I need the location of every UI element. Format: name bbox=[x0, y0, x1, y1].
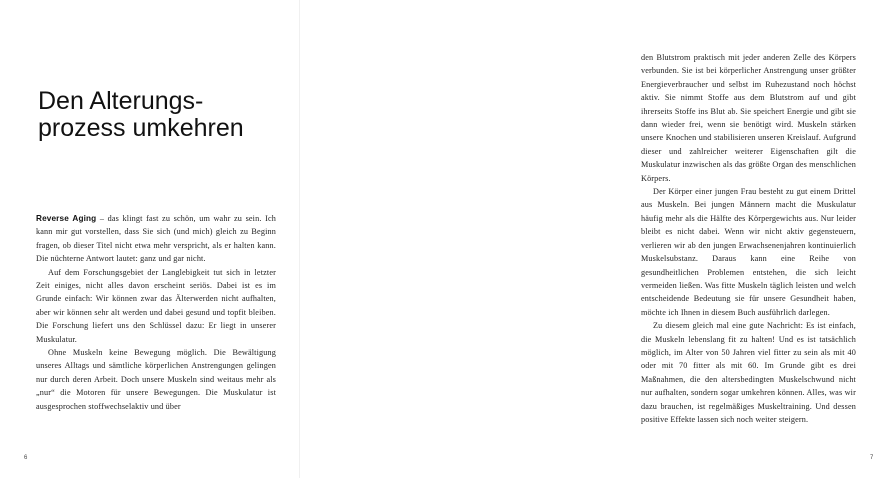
paragraph-4: den Blutstrom praktisch mit jeder anderen Zelle des Körpers verbunden. Sie ist bei körperlicher Anstrengung unser größter Energieverbraucher und selbst im Ruhezustand noch höchst aktiv. Sie nimmt Stoffe aus dem Blutstrom auf und gibt ihrerseits Stoffe ins Blut ab. Sie speichert Energie und gibt sie dann wieder frei, wenn sie benötigt wird. Muskeln stärken unsere Knochen und stabilisieren unseren Kreislauf. Aufgrund dieser und zahlreicher weiterer Eigenschaften gilt die Muskulatur inzwischen als das größte Organ des menschlichen Körpers. bbox=[641, 53, 856, 183]
left-page bbox=[0, 0, 300, 478]
paragraph-6: Zu diesem gleich mal eine gute Nachricht: Es ist einfach, die Muskeln lebenslang fit zu halten! Und es ist tatsächlich möglich, im Alter von 50 Jahren viel fitter zu sein als mit 40 oder mit 70 fitter als mit 60. Im Grunde gibt es drei Maßnahmen, die den altersbedingten Muskelschwund nicht nur aufhalten, sondern sogar umkehren können. Alles, was wir dazu brauchen, ist regelmäßiges Muskeltraining. Und dessen positive Effekte lassen sich noch weiter steigern. bbox=[641, 321, 856, 424]
runin-heading: Reverse Aging bbox=[36, 214, 97, 223]
paragraph-1-text: – das klingt fast zu schön, um wahr zu sein. Ich kann mir gut vorstellen, dass Sie sich (und mich) gleich zu Beginn fragen, ob dieser Titel nicht etwa mehr verspricht, als er halten kann. Die nüchterne Antwort lautet: ganz und gar nicht. bbox=[36, 214, 276, 264]
paragraph-3: Ohne Muskeln keine Bewegung möglich. Die Bewältigung unseres Alltags und sämtliche körperlichen Anstrengungen gelingen nur durch deren Arbeit. Doch unsere Muskeln sind weitaus mehr als „nur“ die Motoren für unsere Bewegungen. Die Muskulatur ist ausgesprochen stoffwechselaktiv und über bbox=[36, 348, 276, 411]
page-number-right: 7 bbox=[870, 455, 873, 461]
right-page bbox=[300, 0, 873, 478]
chapter-title-line-1: Den Alterungs- bbox=[38, 87, 204, 115]
right-body-text bbox=[641, 51, 856, 426]
chapter-title bbox=[38, 88, 278, 142]
paragraph-2: Auf dem Forschungsgebiet der Langlebigkeit tut sich in letzter Zeit einiges, nicht alles davon erscheint seriös. Dabei ist es im Grunde einfach: Wir können zwar das Älterwerden nicht aufhalten, aber wir können sehr alt werden und dabei gesund und topfit bleiben. Die Forschung liefert uns den Schlüssel dazu: Er liegt in unserer Muskulatur. bbox=[36, 267, 276, 344]
page-number-left: 6 bbox=[24, 455, 28, 461]
left-body-text bbox=[36, 212, 276, 413]
paragraph-5: Der Körper einer jungen Frau besteht zu gut einem Drittel aus Muskeln. Bei jungen Männern macht die Muskulatur häufig mehr als die Hälfte des Körpergewichts aus. Nur leider bleibt es nicht dabei. Wenn wir nicht aktiv gegensteuern, verlieren wir ab den jungen Erwachsenenjahren kontinuierlich Muskelsubstanz. Daraus kann eine Reihe von gesundheitlichen Problemen entstehen, die sich leicht vermeiden ließen. Was fitte Muskeln täglich leisten und welch entscheidende Bedeutung sie für unsere Gesundheit haben, möchte ich Ihnen in diesem Buch ausführlich darlegen. bbox=[641, 187, 856, 317]
chapter-title-line-2: prozess umkehren bbox=[38, 114, 244, 142]
paragraph-1 bbox=[36, 212, 276, 266]
